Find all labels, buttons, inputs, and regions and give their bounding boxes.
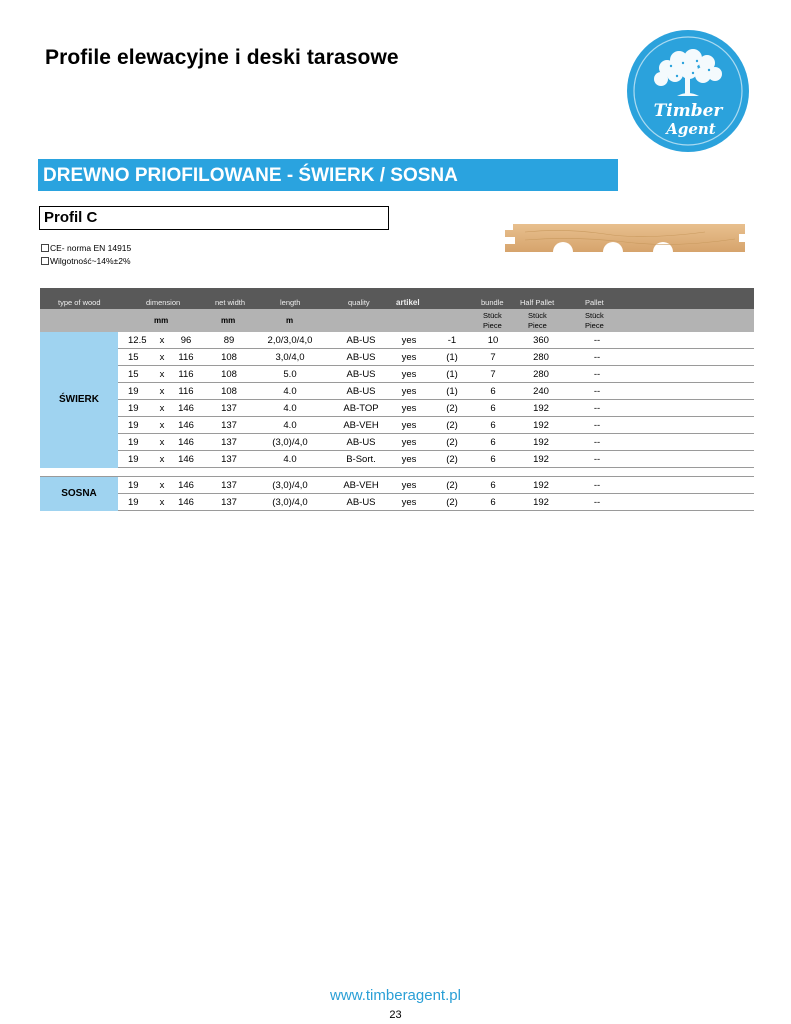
header-net-width: net width: [215, 298, 246, 307]
cell-net: 137: [221, 420, 237, 431]
cell-x: x: [159, 497, 165, 508]
cell-code: (2): [446, 403, 458, 414]
table-row: [118, 417, 754, 434]
cell-pallet: --: [593, 352, 601, 363]
cell-net: 108: [221, 386, 237, 397]
cell-net: 137: [221, 497, 237, 508]
header-pallet: Pallet: [585, 298, 604, 307]
cell-t: 19: [128, 386, 139, 397]
unit-bundle: Stück Piece: [483, 311, 502, 330]
unit-length: m: [286, 316, 294, 325]
cell-x: x: [159, 437, 165, 448]
cell-net: 137: [221, 480, 237, 491]
cell-w: 146: [178, 437, 194, 448]
cell-code: (2): [446, 480, 458, 491]
cell-half: 280: [533, 369, 549, 380]
cell-len: 3,0/4,0: [275, 352, 305, 363]
cell-art: yes: [401, 403, 417, 414]
cell-q: AB-US: [346, 335, 376, 346]
note-moisture: Wilgotność~14%±2%: [41, 255, 131, 268]
cell-code: (1): [446, 369, 458, 380]
cell-q: AB-US: [346, 497, 376, 508]
cell-art: yes: [401, 454, 417, 465]
table-row: [118, 494, 754, 511]
cell-q: AB-US: [346, 437, 376, 448]
cell-code: (1): [446, 352, 458, 363]
table-row: [118, 477, 754, 494]
cell-bundle: 6: [490, 480, 496, 491]
cell-half: 192: [533, 454, 549, 465]
table-row: [118, 434, 754, 451]
note-ce: CE- norma EN 14915: [41, 242, 131, 255]
cell-code: (2): [446, 454, 458, 465]
unit-net-width: mm: [221, 316, 236, 325]
table-body: [40, 332, 754, 511]
cell-len: 4.0: [283, 403, 297, 414]
header-half-pallet: Half Pallet: [520, 298, 555, 307]
cell-w: 116: [178, 369, 194, 380]
logo-text-agent: Agent: [666, 120, 716, 138]
cell-half: 192: [533, 480, 549, 491]
cell-len: 4.0: [283, 386, 297, 397]
timber-agent-logo: [627, 30, 749, 152]
cell-len: 4.0: [283, 420, 297, 431]
cell-code: (2): [446, 420, 458, 431]
cell-w: 116: [178, 386, 194, 397]
cell-pallet: --: [593, 403, 601, 414]
cell-w: 146: [178, 420, 194, 431]
cell-t: 19: [128, 454, 139, 465]
cell-w: 146: [178, 497, 194, 508]
table-units-header: [40, 309, 754, 332]
wood-group: [40, 476, 754, 511]
cell-len: (3,0)/4,0: [272, 437, 308, 448]
cell-net: 108: [221, 352, 237, 363]
header-quality: quality: [348, 298, 370, 307]
cell-pallet: --: [593, 369, 601, 380]
section-banner: DREWNO PRIOFILOWANE - ŚWIERK / SOSNA: [38, 159, 618, 191]
cell-x: x: [159, 480, 165, 491]
cell-art: yes: [401, 369, 417, 380]
cell-half: 360: [533, 335, 549, 346]
unit-dimension: mm: [154, 316, 169, 325]
cell-pallet: --: [593, 480, 601, 491]
cell-q: AB-US: [346, 386, 376, 397]
table-row: [118, 366, 754, 383]
cell-t: 19: [128, 420, 139, 431]
cell-half: 192: [533, 420, 549, 431]
cell-len: 5.0: [283, 369, 297, 380]
header-dimension: dimension: [146, 298, 181, 307]
cell-t: 19: [128, 480, 139, 491]
cell-half: 280: [533, 352, 549, 363]
wood-type-label: ŚWIERK: [40, 332, 118, 468]
cell-q: AB-US: [346, 352, 376, 363]
cell-art: yes: [401, 497, 417, 508]
table-row: [118, 383, 754, 400]
cell-q: AB-TOP: [343, 403, 379, 414]
cell-pallet: --: [593, 437, 601, 448]
cell-pallet: --: [593, 497, 601, 508]
cell-q: AB-VEH: [343, 480, 379, 491]
cell-bundle: 6: [490, 420, 496, 431]
header-artikel: artikel: [396, 298, 420, 307]
cell-q: B-Sort.: [346, 454, 376, 465]
header-length: length: [280, 298, 301, 307]
cell-x: x: [159, 403, 165, 414]
cell-art: yes: [401, 386, 417, 397]
cell-art: yes: [401, 437, 417, 448]
cell-t: 15: [128, 369, 139, 380]
cell-x: x: [159, 352, 165, 363]
cell-x: x: [159, 420, 165, 431]
cell-len: (3,0)/4,0: [272, 480, 308, 491]
cell-q: AB-US: [346, 369, 376, 380]
cell-w: 146: [178, 403, 194, 414]
table-row: [118, 400, 754, 417]
cell-bundle: 6: [490, 454, 496, 465]
cell-w: 96: [180, 335, 192, 346]
cell-t: 12.5: [128, 335, 147, 346]
cell-bundle: 6: [490, 497, 496, 508]
cell-code: -1: [447, 335, 457, 346]
cell-pallet: --: [593, 454, 601, 465]
logo-text-timber: Timber: [653, 101, 723, 121]
cell-code: (2): [446, 497, 458, 508]
cell-half: 240: [533, 386, 549, 397]
checkbox-icon: [41, 257, 49, 265]
spec-notes: [41, 242, 131, 268]
cell-t: 19: [128, 497, 139, 508]
cell-x: x: [159, 369, 165, 380]
product-table: [40, 288, 754, 511]
cell-half: 192: [533, 403, 549, 414]
cell-half: 192: [533, 437, 549, 448]
cell-net: 137: [221, 454, 237, 465]
cell-net: 137: [221, 403, 237, 414]
cell-w: 146: [178, 480, 194, 491]
cell-x: x: [159, 335, 165, 346]
wood-group: [40, 332, 754, 468]
table-header: [40, 288, 754, 309]
header-bundle: bundle: [481, 298, 504, 307]
cell-net: 108: [221, 369, 237, 380]
cell-bundle: 7: [490, 352, 496, 363]
page-number: 23: [389, 1009, 402, 1021]
cell-t: 19: [128, 437, 139, 448]
cell-len: 4.0: [283, 454, 297, 465]
cell-w: 116: [178, 352, 194, 363]
cell-t: 15: [128, 352, 139, 363]
cell-code: (2): [446, 437, 458, 448]
cell-art: yes: [401, 480, 417, 491]
cell-t: 19: [128, 403, 139, 414]
table-row: [118, 451, 754, 468]
cell-bundle: 6: [490, 437, 496, 448]
cell-half: 192: [533, 497, 549, 508]
cell-pallet: --: [593, 386, 601, 397]
header-type-of-wood: type of wood: [58, 298, 101, 307]
cell-w: 146: [178, 454, 194, 465]
cell-len: 2,0/3,0/4,0: [267, 335, 313, 346]
cell-x: x: [159, 386, 165, 397]
cell-net: 137: [221, 437, 237, 448]
checkbox-icon: [41, 244, 49, 252]
cell-bundle: 6: [490, 403, 496, 414]
cell-bundle: 10: [487, 335, 499, 346]
unit-half-pallet: Stück Piece: [528, 311, 547, 330]
cell-q: AB-VEH: [343, 420, 379, 431]
page-title: Profile elewacyjne i deski tarasowe: [45, 46, 399, 69]
group-separator: [40, 468, 754, 476]
profile-label: Profil C: [39, 206, 389, 230]
cell-x: x: [159, 454, 165, 465]
cell-code: (1): [446, 386, 458, 397]
cell-art: yes: [401, 420, 417, 431]
table-row: [118, 349, 754, 366]
unit-pallet: Stück Piece: [585, 311, 604, 330]
cell-len: (3,0)/4,0: [272, 497, 308, 508]
cell-bundle: 6: [490, 386, 496, 397]
cell-bundle: 7: [490, 369, 496, 380]
website-link[interactable]: www.timberagent.pl: [330, 987, 461, 1004]
board-profile-image: [505, 222, 745, 252]
cell-net: 89: [223, 335, 235, 346]
cell-pallet: --: [593, 420, 601, 431]
cell-art: yes: [401, 335, 417, 346]
cell-art: yes: [401, 352, 417, 363]
table-row: [118, 332, 754, 349]
cell-pallet: --: [593, 335, 601, 346]
wood-type-label: SOSNA: [40, 477, 118, 511]
